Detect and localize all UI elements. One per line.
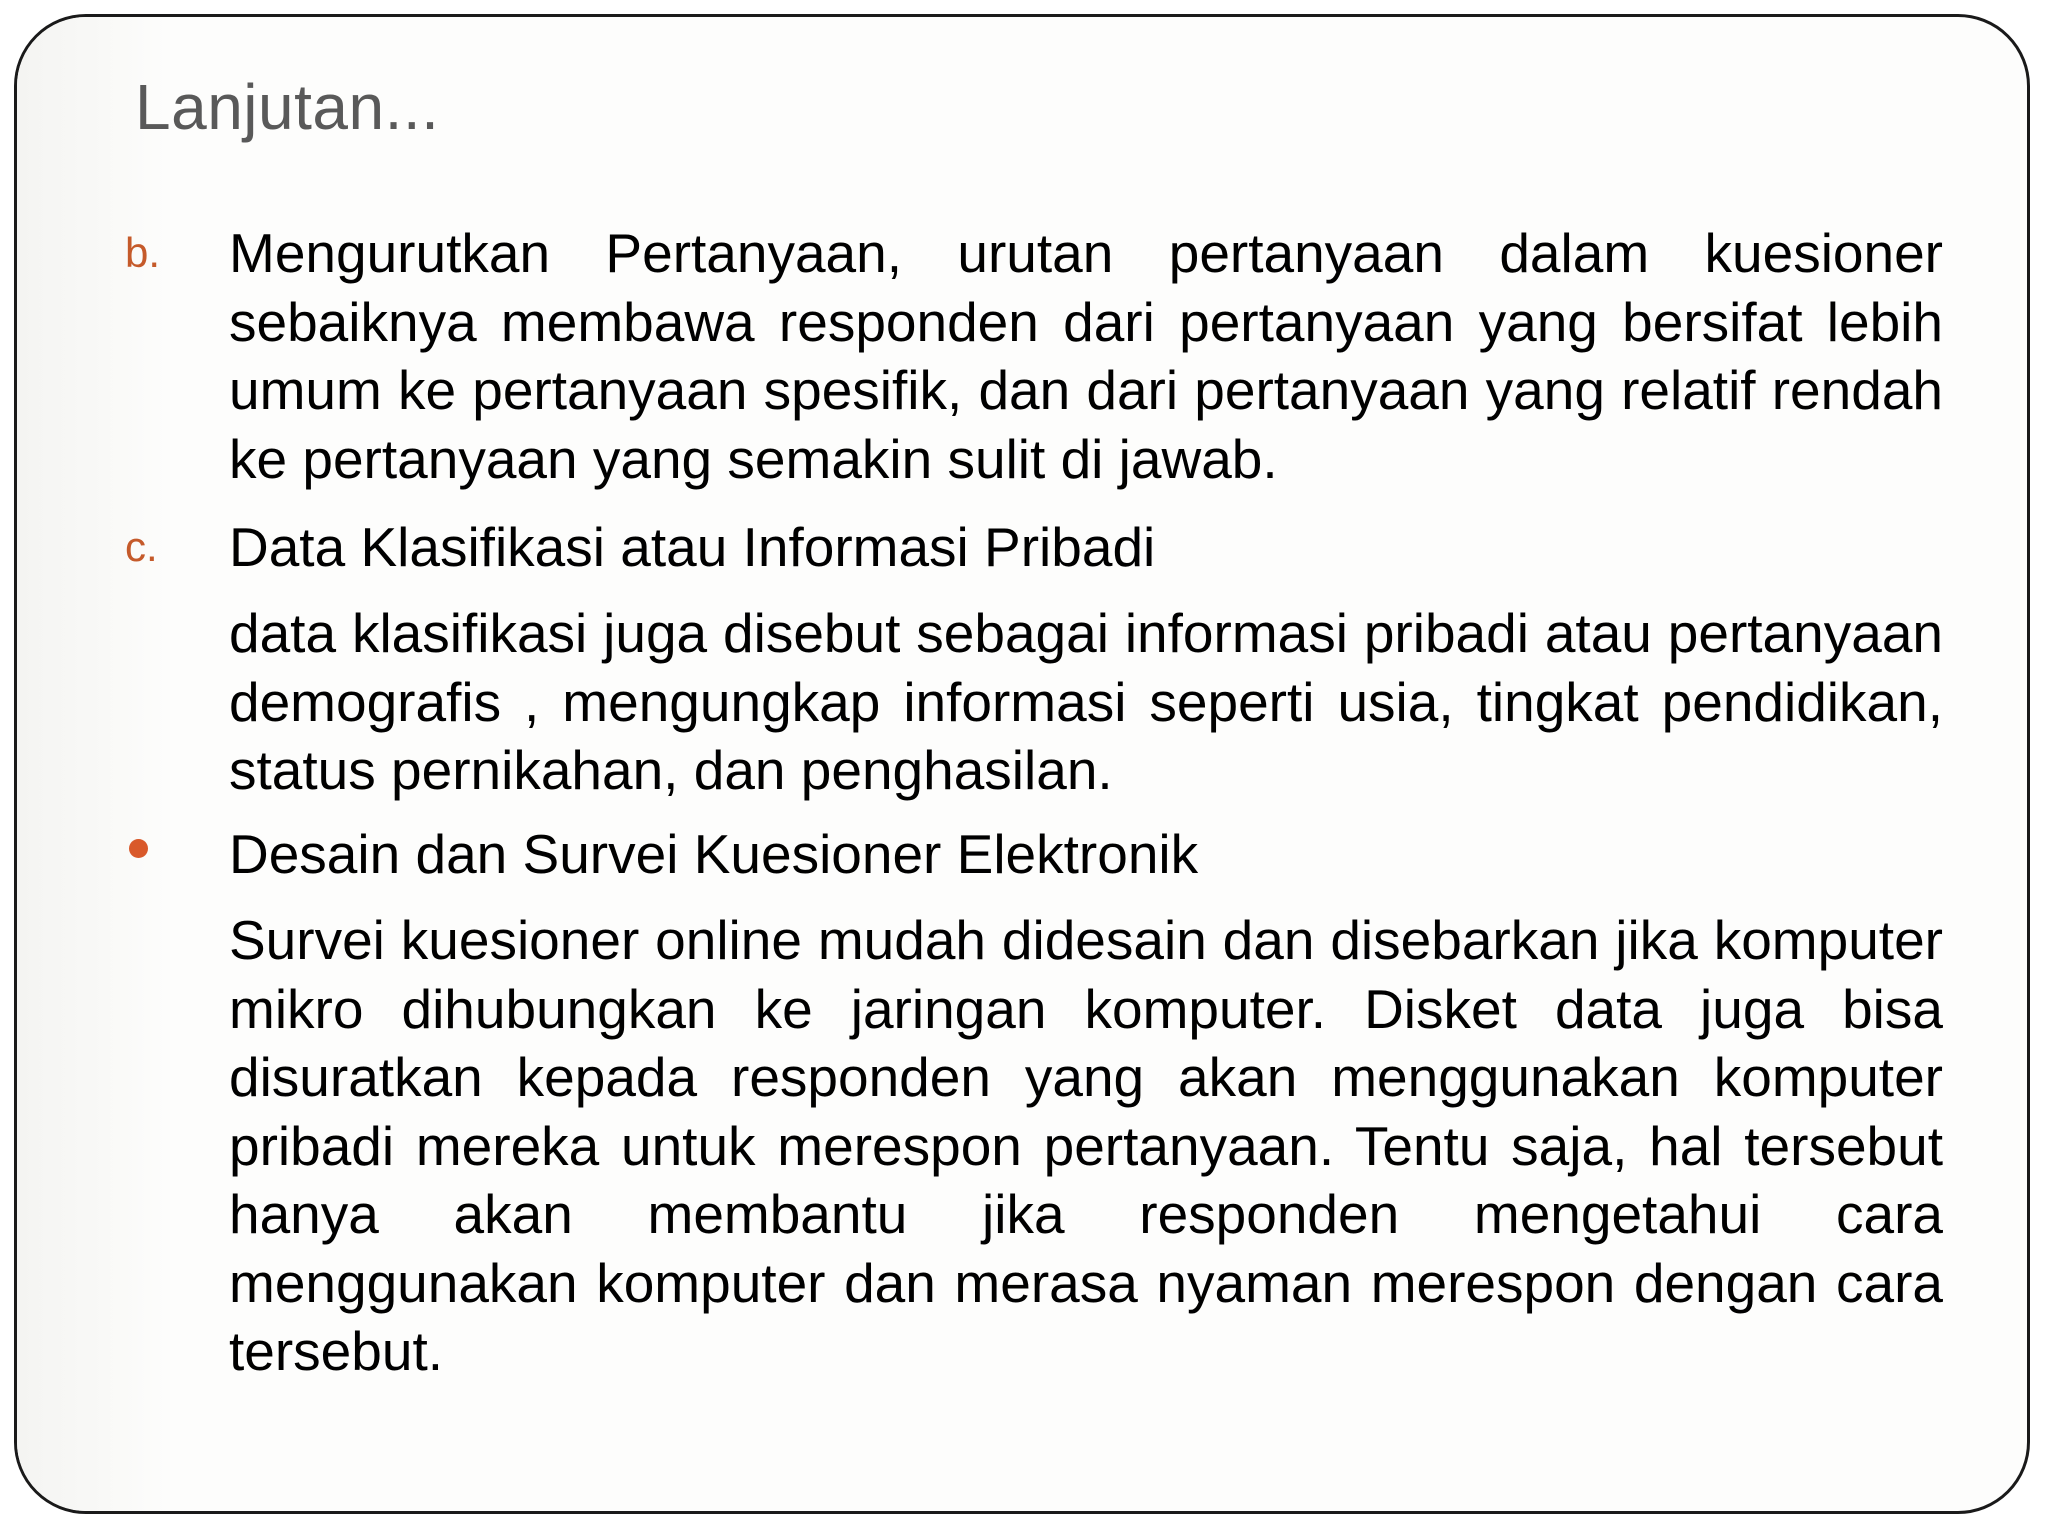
bullet-item-body: Survei kuesioner online mudah didesain dan disebarkan jika komputer mikro dihubungkan ke jaringan komputer. Disket data juga bisa disuratkan kepada responden yang akan menggunakan komputer pribadi mereka untuk merespon pertanyaan. Tentu saja, hal tersebut hanya akan membantu jika responden mengetahui cara menggunakan komputer dan merasa nyaman merespon dengan cara tersebut. xyxy=(229,909,1943,1382)
slide-frame xyxy=(14,14,2030,1514)
list-marker-b: b. xyxy=(125,229,161,276)
bullet-item-heading: Desain dan Survei Kuesioner Elektronik xyxy=(229,823,1199,885)
slide-content xyxy=(17,17,2027,1511)
bullet-icon xyxy=(129,839,148,858)
item-b-text: Mengurutkan Pertanyaan, urutan pertanyaan dalam kuesioner sebaiknya membawa responden dari pertanyaan yang bersifat lebih umum ke pertanyaan spesifik, dan dari pertanyaan yang relatif rendah ke pertanyaan yang semakin sulit di jawab. xyxy=(229,222,1943,490)
item-c-heading: Data Klasifikasi atau Informasi Pribadi xyxy=(229,516,1156,578)
slide-title: Lanjutan... xyxy=(135,71,440,143)
list-marker-c: c. xyxy=(125,523,158,570)
item-c-body: data klasifikasi juga disebut sebagai informasi pribadi atau pertanyaan demografis , mengungkap informasi seperti usia, tingkat pendidikan, status pernikahan, dan penghasilan. xyxy=(229,602,1943,801)
